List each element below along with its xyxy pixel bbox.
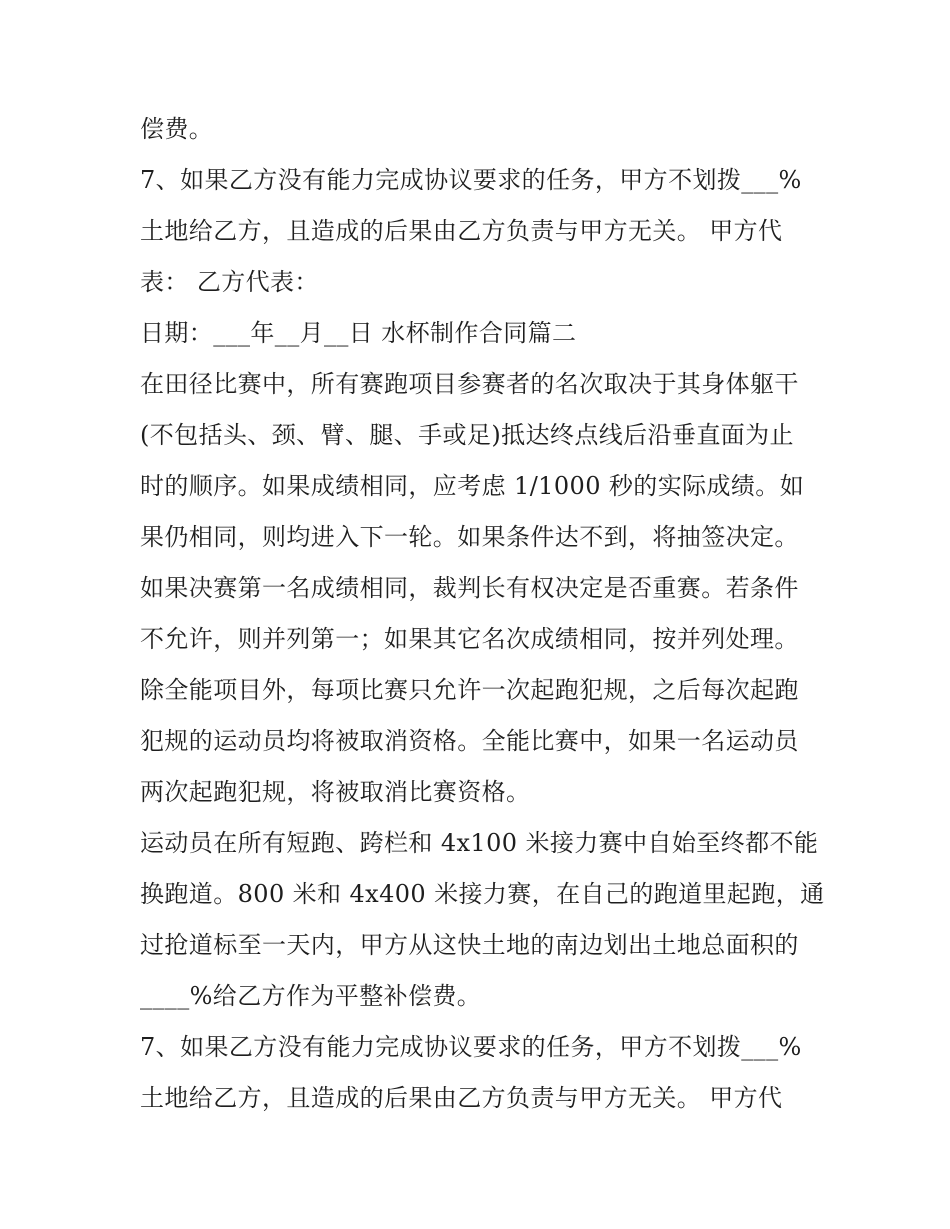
text-line: 如果决赛第一名成绩相同，裁判长有权决定是否重赛。若条件 — [140, 574, 799, 602]
document-body — [140, 104, 825, 1124]
text-line: 时的顺序。如果成绩相同，应考虑 1/1000 秒的实际成绩。如 — [140, 472, 805, 500]
text-line: 犯规的运动员均将被取消资格。全能比赛中，如果一名运动员 — [140, 727, 799, 755]
text-line: 表： 乙方代表： — [140, 268, 319, 296]
text-line: 除全能项目外，每项比赛只允许一次起跑犯规，之后每次起跑 — [140, 676, 799, 704]
text-line: (不包括头、颈、臂、腿、手或足)抵达终点线后沿垂直面为止 — [140, 421, 794, 449]
text-line: 7、如果乙方没有能力完成协议要求的任务，甲方不划拨___% — [140, 1033, 802, 1061]
text-line: 日期：___年__月__日 水杯制作合同篇二 — [140, 319, 577, 347]
text-line: 偿费。 — [140, 115, 214, 143]
text-line: 两次起跑犯规，将被取消比赛资格。 — [140, 778, 531, 806]
text-line: 换跑道。800 米和 4x400 米接力赛，在自己的跑道里起跑，通 — [140, 880, 825, 908]
text-line: 7、如果乙方没有能力完成协议要求的任务，甲方不划拨___% — [140, 166, 802, 194]
text-line: 不允许，则并列第一；如果其它名次成绩相同，按并列处理。 — [140, 625, 799, 653]
text-line: 过抢道标至一天内，甲方从这快土地的南边划出土地总面积的 — [140, 931, 799, 959]
text-line: 土地给乙方，且造成的后果由乙方负责与甲方无关。 甲方代 — [140, 1084, 783, 1112]
text-line: 土地给乙方，且造成的后果由乙方负责与甲方无关。 甲方代 — [140, 217, 783, 245]
text-line: 运动员在所有短跑、跨栏和 4x100 米接力赛中自始至终都不能 — [140, 829, 819, 857]
text-line: ____%给乙方作为平整补偿费。 — [140, 982, 482, 1010]
text-line: 在田径比赛中，所有赛跑项目参赛者的名次取决于其身体躯干 — [140, 370, 799, 398]
text-line: 果仍相同，则均进入下一轮。如果条件达不到，将抽签决定。 — [140, 523, 799, 551]
